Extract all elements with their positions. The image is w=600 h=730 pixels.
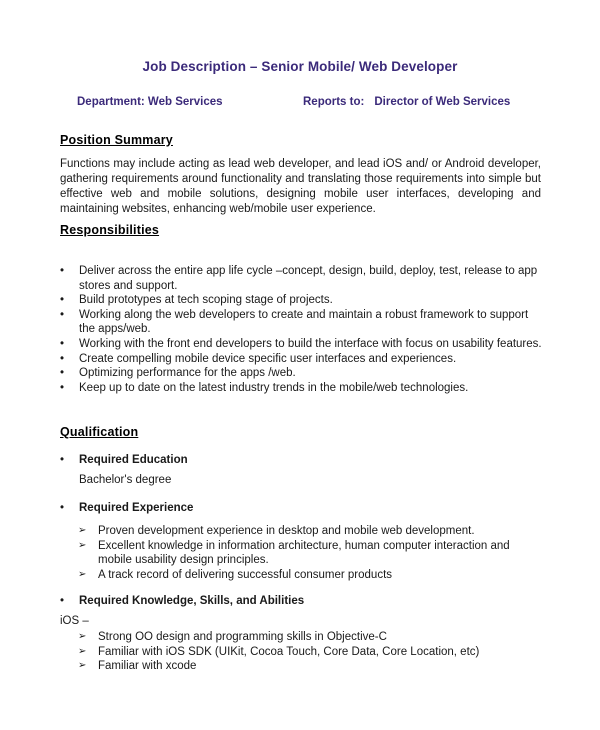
list-item-text: Keep up to date on the latest industry trends in the mobile/web technologies. [79, 381, 469, 394]
arrow-bullet-icon: ➢ [78, 645, 87, 657]
list-item-text: Optimizing performance for the apps /web. [79, 367, 296, 380]
bullet-icon: • [60, 352, 65, 365]
bullet-icon: • [60, 367, 65, 380]
list-item [60, 264, 544, 293]
list-item [60, 352, 544, 367]
reports-to-info [303, 96, 510, 108]
arrow-bullet-icon: ➢ [78, 568, 87, 580]
responsibilities-heading: Responsibilities [60, 223, 160, 237]
bullet-icon: • [60, 454, 65, 466]
list-item-text: Deliver across the entire app life cycle –concept, design, build, deploy, test, release to app stores and support. [79, 265, 538, 292]
list-item [60, 381, 544, 396]
required-experience-list [78, 524, 544, 582]
ios-skills-list [78, 630, 544, 674]
list-item [78, 524, 544, 539]
list-item [78, 630, 544, 645]
bullet-icon: • [60, 381, 65, 394]
required-experience-label: Required Experience [79, 502, 194, 514]
list-item-text: Excellent knowledge in information architecture, human computer interaction and mobile usability design principles. [98, 539, 510, 567]
list-item-text: Familiar with iOS SDK (UIKit, Cocoa Touch, Core Data, Core Location, etc) [98, 645, 480, 658]
list-item-text: Familiar with xcode [98, 660, 197, 673]
list-item-text: Working with the front end developers to build the interface with focus on usability features. [79, 337, 542, 350]
arrow-bullet-icon: ➢ [78, 631, 87, 642]
document-title: Job Description – Senior Mobile/ Web Developer [142, 59, 458, 74]
list-item-text: A track record of delivering successful consumer products [98, 568, 393, 581]
reports-to-value: Director of Web Services [374, 96, 511, 108]
arrow-bullet-icon: ➢ [78, 660, 87, 672]
list-item [78, 659, 544, 674]
ios-label: iOS – [60, 615, 89, 627]
arrow-bullet-icon: ➢ [78, 539, 87, 551]
required-education-label: Required Education [79, 454, 188, 466]
department-info: Department: Web Services [77, 96, 223, 108]
arrow-bullet-icon: ➢ [78, 525, 87, 536]
list-item [78, 645, 544, 660]
list-item [78, 539, 544, 568]
bullet-icon: • [60, 502, 65, 514]
list-item-text: Create compelling mobile device specific user interfaces and experiences. [79, 352, 457, 365]
responsibilities-list [60, 264, 544, 395]
qualification-heading: Qualification [60, 425, 139, 439]
list-item [60, 337, 544, 352]
reports-to-label: Reports to: [303, 96, 365, 108]
required-education-item [60, 454, 188, 466]
position-summary-text: Functions may include acting as lead web developer, and lead iOS and/ or Android developer, gathering requirements around functionality and translating those requirements into simple but effective web and mobile solutions, designing mobile user interfaces, developing and maintaining websites, enhancing web/mobile user experience. [60, 158, 541, 215]
required-experience-item [60, 502, 193, 514]
list-item [78, 568, 544, 583]
bullet-icon: • [60, 595, 65, 607]
list-item-text: Build prototypes at tech scoping stage of projects. [79, 294, 333, 307]
bullet-icon: • [60, 265, 65, 277]
list-item [60, 293, 544, 308]
required-education-value: Bachelor's degree [79, 474, 172, 486]
bullet-icon: • [60, 337, 65, 350]
bullet-icon: • [60, 294, 65, 307]
required-ksa-item [60, 595, 304, 607]
list-item-text: Working along the web developers to create and maintain a robust framework to support the apps/web. [79, 308, 529, 336]
bullet-icon: • [60, 308, 65, 321]
list-item [60, 308, 544, 337]
list-item [60, 366, 544, 381]
list-item-text: Proven development experience in desktop and mobile web development. [98, 525, 475, 537]
position-summary-heading: Position Summary [60, 133, 173, 147]
list-item-text: Strong OO design and programming skills in Objective-C [98, 631, 387, 643]
required-ksa-label: Required Knowledge, Skills, and Abilities [79, 595, 305, 607]
